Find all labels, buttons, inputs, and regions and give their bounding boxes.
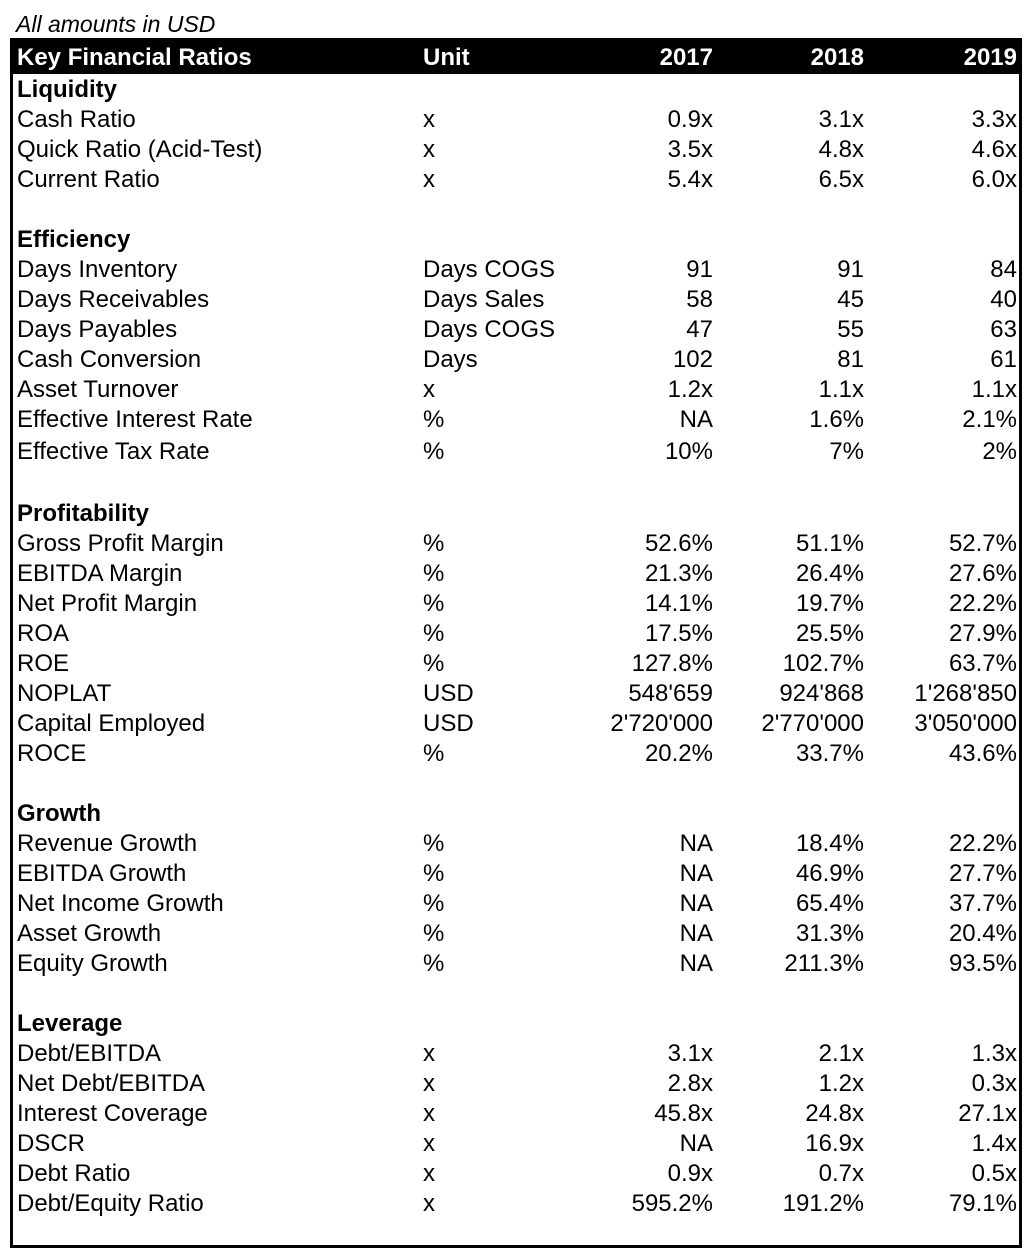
value-2019: 40 [990, 286, 1017, 313]
metric-unit: x [423, 106, 435, 133]
section-title [13, 1009, 1019, 1039]
metric-name: Days Inventory [17, 256, 178, 283]
metric-unit: Days COGS [423, 256, 556, 283]
value-2017: 2.8x [667, 1070, 713, 1097]
metric-name: NOPLAT [17, 680, 112, 707]
metric-unit: % [423, 650, 445, 677]
value-2017: 10% [664, 438, 713, 465]
section-title [13, 499, 1019, 529]
value-2018: 3.1x [818, 106, 864, 133]
value-2018: 45 [837, 286, 864, 313]
metric-unit: x [423, 1040, 435, 1067]
table-row [13, 1099, 1019, 1129]
metric-unit: % [423, 406, 445, 433]
value-2019: 1.3x [971, 1040, 1017, 1067]
metric-name: Gross Profit Margin [17, 530, 224, 557]
metric-name: Net Debt/EBITDA [17, 1070, 206, 1097]
value-2017: 21.3% [644, 560, 713, 587]
table-row [13, 255, 1019, 285]
metric-unit: % [423, 890, 445, 917]
value-2019: 84 [990, 256, 1017, 283]
header-year-2018: 2018 [810, 44, 864, 71]
section-title [13, 799, 1019, 829]
value-2019: 61 [990, 346, 1017, 373]
metric-name: Asset Growth [17, 920, 162, 947]
header-year-2017: 2017 [659, 44, 713, 71]
table-row [13, 105, 1019, 135]
value-2018: 2'770'000 [761, 710, 864, 737]
section-title [13, 225, 1019, 255]
metric-unit: USD [423, 680, 474, 707]
value-2018: 924'868 [779, 680, 864, 707]
metric-unit: x [423, 166, 435, 193]
value-2018: 19.7% [795, 590, 864, 617]
metric-unit: % [423, 530, 445, 557]
table-row [13, 559, 1019, 589]
value-2019: 1'268'850 [914, 680, 1017, 707]
value-2019: 3'050'000 [914, 710, 1017, 737]
value-2018: 6.5x [818, 166, 864, 193]
value-2019: 1.4x [971, 1130, 1017, 1157]
metric-name: Cash Ratio [17, 106, 136, 133]
value-2018: 7% [829, 438, 864, 465]
header-title: Key Financial Ratios [17, 44, 252, 71]
value-2018: 1.6% [809, 406, 864, 433]
metric-unit: % [423, 740, 445, 767]
metric-unit: % [423, 590, 445, 617]
metric-name: Current Ratio [17, 166, 160, 193]
table-row [13, 1039, 1019, 1069]
value-2019: 63 [990, 316, 1017, 343]
metric-name: EBITDA Margin [17, 560, 183, 587]
table-row [13, 919, 1019, 949]
metric-name: Debt Ratio [17, 1160, 131, 1187]
table-row [13, 739, 1019, 769]
table-row [13, 1189, 1019, 1219]
metric-name: ROA [17, 620, 70, 647]
value-2018: 1.1x [818, 376, 864, 403]
metric-unit: % [423, 950, 445, 977]
value-2018: 51.1% [795, 530, 864, 557]
table-row [13, 135, 1019, 165]
table-row [13, 859, 1019, 889]
table-row [13, 437, 1019, 467]
ratios-table [10, 38, 1022, 1248]
table-row [13, 619, 1019, 649]
section-title-text: Efficiency [17, 226, 131, 253]
metric-name: Cash Conversion [17, 346, 202, 373]
section-title-text: Profitability [17, 500, 150, 527]
table-row [13, 345, 1019, 375]
metric-name: Debt/EBITDA [17, 1040, 162, 1067]
metric-name: Debt/Equity Ratio [17, 1190, 204, 1217]
section-title-text: Growth [17, 800, 101, 827]
value-2019: 22.2% [948, 830, 1017, 857]
metric-name: Capital Employed [17, 710, 206, 737]
metric-name: DSCR [17, 1130, 86, 1157]
metric-unit: % [423, 830, 445, 857]
value-2018: 2.1x [818, 1040, 864, 1067]
value-2018: 102.7% [782, 650, 864, 677]
value-2017: NA [679, 406, 713, 433]
value-2017: 14.1% [644, 590, 713, 617]
section-title [13, 75, 1019, 105]
metric-unit: USD [423, 710, 474, 737]
value-2018: 211.3% [784, 950, 864, 977]
metric-unit: x [423, 136, 435, 163]
table-row [13, 679, 1019, 709]
value-2019: 79.1% [948, 1190, 1017, 1217]
table-row [13, 589, 1019, 619]
value-2019: 52.7% [948, 530, 1017, 557]
currency-note: All amounts in USD [16, 11, 216, 37]
value-2019: 0.5x [971, 1160, 1017, 1187]
table-row [13, 315, 1019, 345]
value-2019: 4.6x [971, 136, 1017, 163]
table-row [13, 1069, 1019, 1099]
value-2019: 27.9% [948, 620, 1017, 647]
value-2017: 91 [686, 256, 713, 283]
value-2017: 2'720'000 [610, 710, 713, 737]
metric-unit: x [423, 1160, 435, 1187]
value-2017: 58 [686, 286, 713, 313]
value-2018: 55 [837, 316, 864, 343]
metric-unit: % [423, 560, 445, 587]
table-header [13, 41, 1019, 74]
value-2017: 595.2% [631, 1190, 713, 1217]
value-2017: 3.1x [667, 1040, 713, 1067]
value-2018: 65.4% [795, 890, 864, 917]
value-2019: 2% [982, 438, 1017, 465]
table-row [13, 529, 1019, 559]
value-2018: 0.7x [818, 1160, 864, 1187]
value-2019: 20.4% [948, 920, 1017, 947]
metric-unit: x [423, 1190, 435, 1217]
value-2019: 43.6% [948, 740, 1017, 767]
value-2019: 3.3x [971, 106, 1017, 133]
metric-unit: x [423, 1070, 435, 1097]
value-2018: 31.3% [795, 920, 864, 947]
value-2017: 1.2x [667, 376, 713, 403]
header-year-2019: 2019 [963, 44, 1017, 71]
value-2018: 25.5% [795, 620, 864, 647]
value-2017: 102 [672, 346, 713, 373]
metric-unit: % [423, 920, 445, 947]
value-2017: NA [679, 1130, 713, 1157]
value-2018: 4.8x [818, 136, 864, 163]
metric-name: Net Profit Margin [17, 590, 198, 617]
value-2018: 191.2% [782, 1190, 864, 1217]
metric-name: EBITDA Growth [17, 860, 187, 887]
value-2018: 26.4% [795, 560, 864, 587]
table-row [13, 889, 1019, 919]
value-2017: NA [679, 920, 713, 947]
metric-name: Asset Turnover [17, 376, 179, 403]
header-unit: Unit [423, 44, 470, 71]
value-2017: 5.4x [667, 166, 713, 193]
value-2019: 22.2% [948, 590, 1017, 617]
value-2019: 0.3x [971, 1070, 1017, 1097]
metric-unit: x [423, 376, 435, 403]
value-2018: 18.4% [795, 830, 864, 857]
table-row [13, 829, 1019, 859]
section-title-text: Liquidity [17, 76, 117, 103]
value-2017: 548'659 [628, 680, 713, 707]
value-2017: 0.9x [667, 1160, 713, 1187]
table-row [13, 1159, 1019, 1189]
metric-unit: Days Sales [423, 286, 545, 313]
table-row [13, 949, 1019, 979]
value-2018: 24.8x [805, 1100, 864, 1127]
metric-name: Effective Interest Rate [17, 406, 253, 433]
table-row [13, 405, 1019, 435]
table-row [13, 165, 1019, 195]
value-2017: 17.5% [644, 620, 713, 647]
value-2018: 91 [837, 256, 864, 283]
metric-unit: Days [423, 346, 478, 373]
value-2019: 6.0x [971, 166, 1017, 193]
metric-unit: % [423, 860, 445, 887]
metric-name: Days Payables [17, 316, 178, 343]
value-2018: 33.7% [795, 740, 864, 767]
table-row [13, 709, 1019, 739]
value-2017: 52.6% [644, 530, 713, 557]
table-row [13, 1129, 1019, 1159]
metric-name: Effective Tax Rate [17, 438, 210, 465]
value-2019: 93.5% [948, 950, 1017, 977]
metric-unit: % [423, 620, 445, 647]
value-2017: 127.8% [631, 650, 713, 677]
value-2019: 37.7% [948, 890, 1017, 917]
value-2017: NA [679, 890, 713, 917]
metric-name: Interest Coverage [17, 1100, 208, 1127]
metric-name: Quick Ratio (Acid-Test) [17, 136, 263, 163]
table-row [13, 375, 1019, 405]
value-2019: 2.1% [962, 406, 1017, 433]
metric-name: Equity Growth [17, 950, 168, 977]
metric-unit: x [423, 1100, 435, 1127]
metric-name: ROCE [17, 740, 87, 767]
value-2017: 47 [686, 316, 713, 343]
value-2017: NA [679, 830, 713, 857]
value-2019: 27.6% [948, 560, 1017, 587]
value-2017: NA [679, 860, 713, 887]
metric-unit: % [423, 438, 445, 465]
metric-name: Revenue Growth [17, 830, 198, 857]
value-2017: 45.8x [654, 1100, 713, 1127]
value-2018: 16.9x [805, 1130, 864, 1157]
value-2017: 0.9x [667, 106, 713, 133]
value-2017: NA [679, 950, 713, 977]
table-row [13, 649, 1019, 679]
value-2019: 1.1x [971, 376, 1017, 403]
value-2019: 27.1x [958, 1100, 1017, 1127]
metric-name: Net Income Growth [17, 890, 224, 917]
value-2018: 46.9% [795, 860, 864, 887]
metric-name: ROE [17, 650, 70, 677]
table-row [13, 285, 1019, 315]
metric-name: Days Receivables [17, 286, 210, 313]
metric-unit: Days COGS [423, 316, 556, 343]
section-title-text: Leverage [17, 1010, 123, 1037]
value-2019: 63.7% [948, 650, 1017, 677]
value-2018: 1.2x [818, 1070, 864, 1097]
value-2019: 27.7% [948, 860, 1017, 887]
value-2017: 3.5x [667, 136, 713, 163]
value-2017: 20.2% [644, 740, 713, 767]
value-2018: 81 [837, 346, 864, 373]
metric-unit: x [423, 1130, 435, 1157]
